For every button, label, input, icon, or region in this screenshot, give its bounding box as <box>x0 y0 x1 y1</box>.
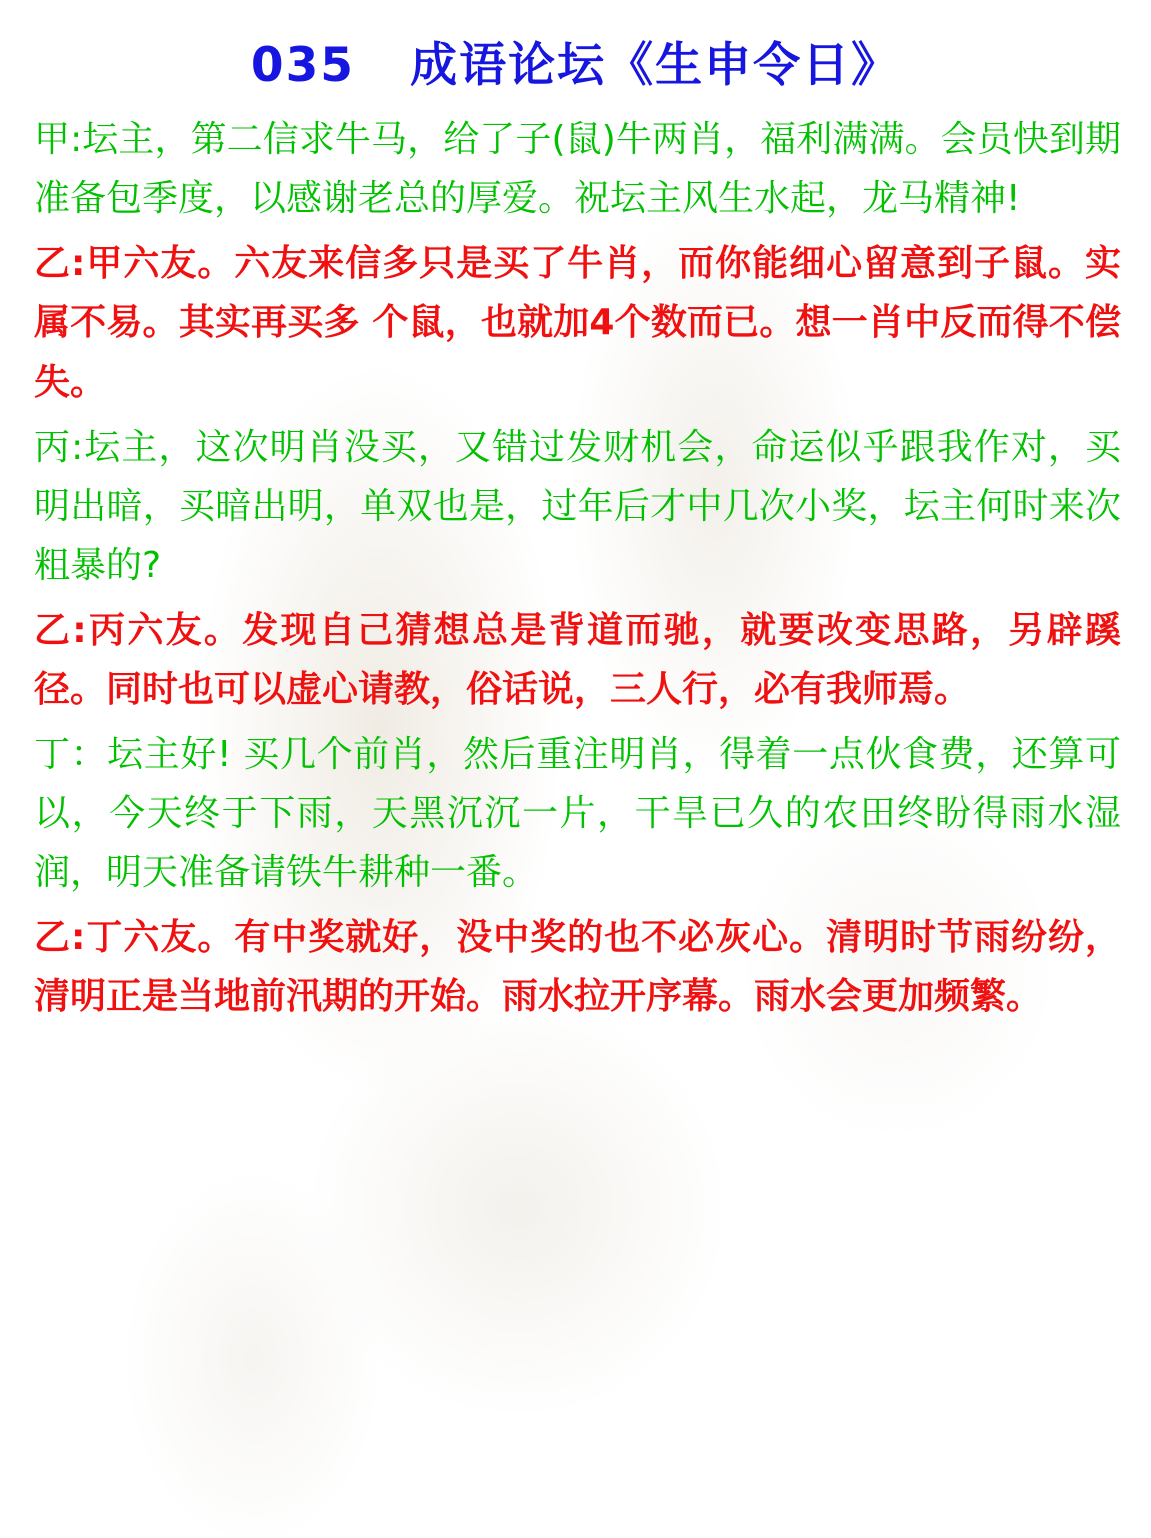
paragraph-yi-reply-to-bing: 乙:丙六友。发现自己猜想总是背道而驰，就要改变思路，另辟蹊径。同时也可以虚心请教，俗话说，三人行，必有我师焉。 <box>34 609 1121 710</box>
document-page <box>0 38 1151 1026</box>
paragraph-jia-message: 甲:坛主，第二信求牛马，给了子(鼠)牛两肖，福利满满。会员快到期准备包季度，以感谢老总的厚爱。祝坛主风生水起，龙马精神! <box>34 119 1121 220</box>
paragraph-bing-message: 丙:坛主，这次明肖没买，又错过发财机会，命运似乎跟我作对，买明出暗，买暗出明，单双也是，过年后才中几次小奖，坛主何时来次粗暴的? <box>34 426 1121 586</box>
page-title: 035 成语论坛《生申令日》 <box>250 38 901 93</box>
paragraph-yi-reply-to-jia: 乙:甲六友。六友来信多只是买了牛肖，而你能细心留意到子鼠。实属不易。其实再买多 个鼠，也就加4个数而已。想一肖中反而得不偿失。 <box>34 243 1121 403</box>
paragraph-ding-message: 丁：坛主好! 买几个前肖，然后重注明肖，得着一点伙食费，还算可以，今天终于下雨，天黑沉沉一片，干旱已久的农田终盼得雨水湿润，明天准备请铁牛耕种一番。 <box>34 733 1121 893</box>
paragraph-yi-reply-to-ding: 乙:丁六友。有中奖就好，没中奖的也不必灰心。清明时节雨纷纷，清明正是当地前汛期的开始。雨水拉开序幕。雨水会更加频繁。 <box>34 916 1121 1017</box>
